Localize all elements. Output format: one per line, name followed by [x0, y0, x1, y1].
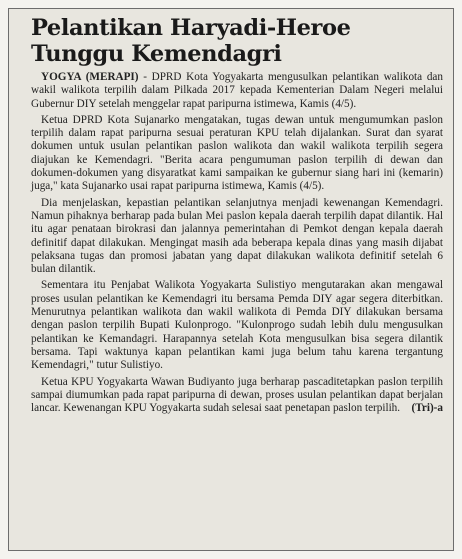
headline: [31, 15, 443, 67]
paragraph-1-text: - DPRD Kota Yogyakarta mengusulkan pelantikan walikota dan wakil walikota terpilih dalam Pilkada 2017 kepada Kementerian Dalam Negeri melalui Gubernur DIY setelah menggelar rapat paripurna istimewa, Kamis (4/5).: [31, 71, 443, 110]
newspaper-clipping: [8, 8, 454, 551]
article-paragraph-1: [31, 71, 443, 111]
article-paragraph-4: Sementara itu Penjabat Walikota Yogyakarta Sulistiyo mengutarakan akan mengawal proses usulan pelantikan ke Kemendagri itu bersama Pemda DIY agar segera diterbitkan. Menurutnya pelantikan walikota dan wakil walikota di Pemda DIY dilakukan bersama dengan paslon terpilih Bupati Kulonprogo. "Kulonprogo sudah lebih dulu mengusulkan pelantikan ke Kemandagri. Harapannya setelah Kota mengusulkan bisa segera dilantik bersama. Tapi waktunya kapan pelantikan kami juga belum tahu karena tergantung Kemendagri," tutur Sulistiyo.: [31, 279, 443, 372]
article-paragraph-2: Ketua DPRD Kota Sujanarko mengatakan, tugas dewan untuk mengumumkan paslon terpilih dalam rapat paripurna sesuai peraturan KPU telah dijalankan. Surat dan syarat dokumen untuk usulan pelantikan paslon walikota dan wakil walikota terpilih segera diajukan ke Kemendagri. "Berita acara pengumuman paslon terpilih di dewan dan dokumen-dokumen yang disyaratkat kami sampaikan ke gubernur siang hari ini (kemarin) juga," kata Sujanarko usai rapat paripurna istimewa, Kamis (4/5).: [31, 113, 443, 193]
article-paragraph-5: [31, 376, 443, 416]
headline-line-2: Tunggu Kemendagri: [31, 41, 282, 67]
article-paragraph-3: Dia menjelaskan, kepastian pelantikan selanjutnya menjadi kewenangan Kemendagri. Namun pihaknya berharap pada bulan Mei paslon kepala daerah terpilih dapat dilantik. Hal itu agar penataan birokrasi dan jalannya pemerintahan di Pemkot dengan kepala daerah definitif dapat dilakukan. Mengingat masih ada beberapa kepala dinas yang masih dijabat pelaksana tugas dan promosi jabatan yang dapat dilakukan walikota definitif setelah 6 bulan dilantik.: [31, 196, 443, 276]
paragraph-5-text: Ketua KPU Yogyakarta Wawan Budiyanto juga berharap pascaditetapkan paslon terpilih sampai diumumkan pada rapat paripurna di dewan, proses usulan pelantikan dapat berjalan lancar. Kewenangan KPU Yogyakarta sudah selesai saat penetapan paslon terpilih.: [31, 375, 443, 415]
headline-line-1: Pelantikan Haryadi-Heroe: [31, 15, 351, 41]
article-body: [31, 71, 443, 415]
dateline: YOGYA (MERAPI): [41, 71, 139, 83]
author-signature: (Tri)-a: [411, 402, 443, 415]
